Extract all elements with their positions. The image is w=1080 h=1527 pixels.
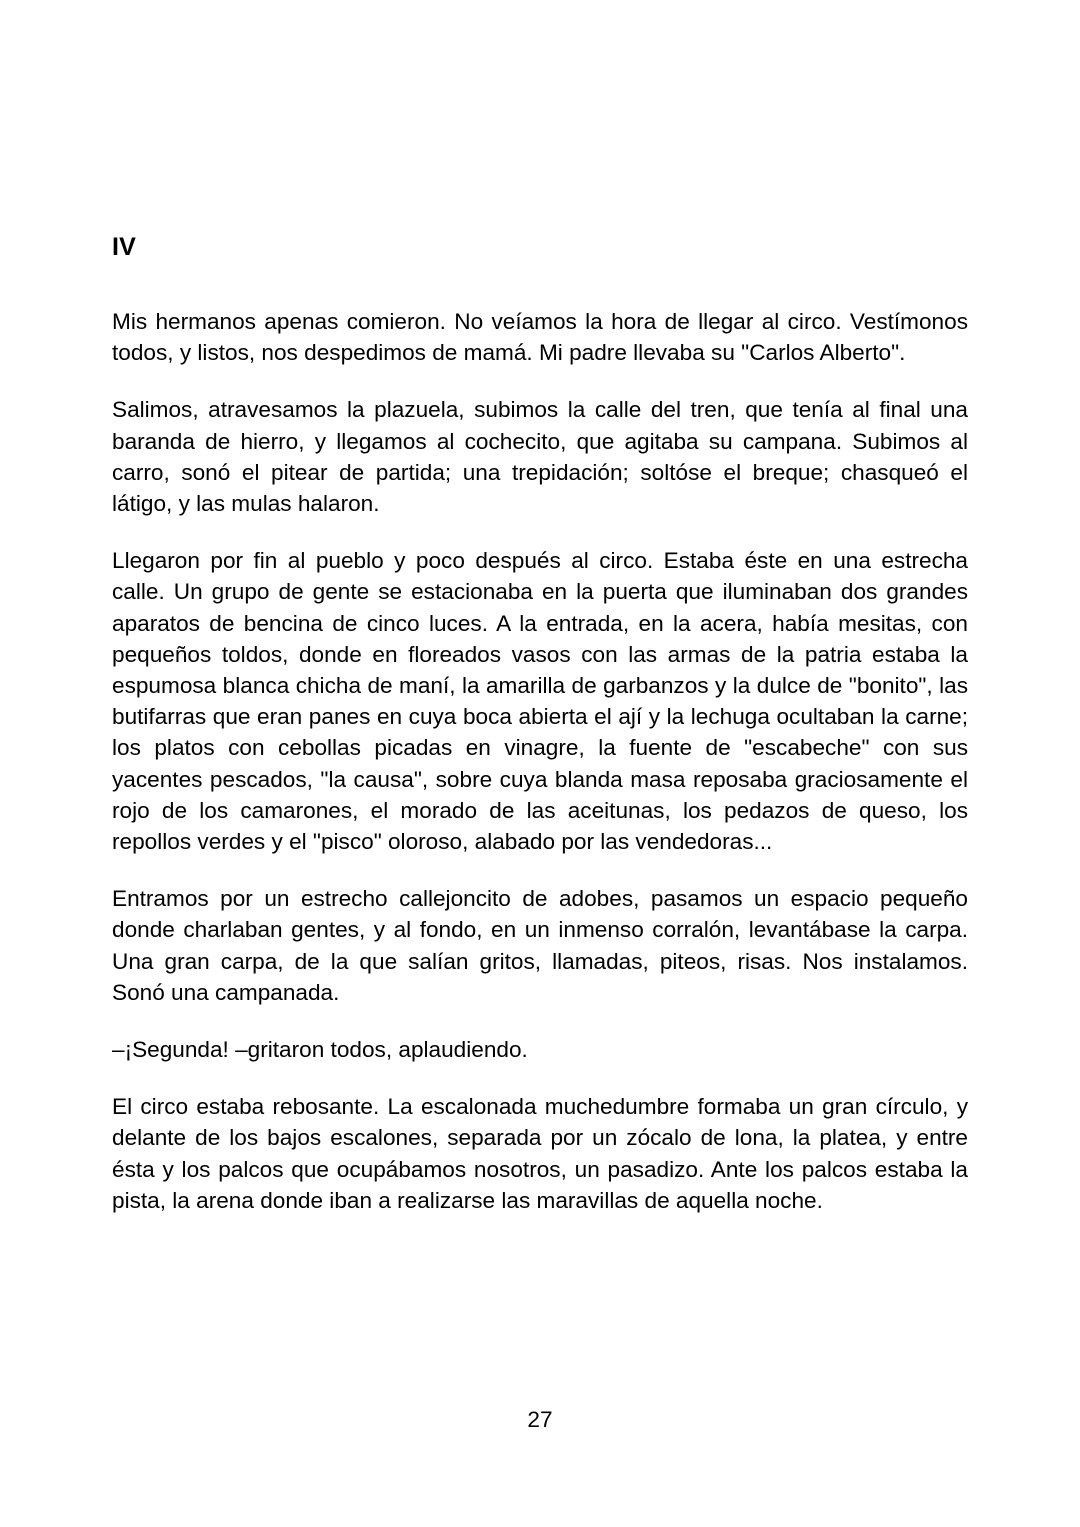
dialogue-line: –¡Segunda! –gritaron todos, aplaudiendo. — [112, 1037, 528, 1063]
body-paragraph-6: El circo estaba rebosante. La escalonada muchedumbre formaba un gran círculo, y delante de los bajos escalones, separada por un zócalo de lona, la platea, y entre ésta y los palcos que ocupábamos nosotros, un pasadizo. Ante los palcos estaba la pista, la arena donde iban a realizarse las maravillas de aquella noche. — [112, 1094, 968, 1213]
body-paragraph-1: Mis hermanos apenas comieron. No veíamos la hora de llegar al circo. Vestímonos todos, y listos, nos despedimos de mamá. Mi padre llevaba su "Carlos Alberto". — [112, 309, 968, 366]
body-paragraph-4: Entramos por un estrecho callejoncito de adobes, pasamos un espacio pequeño donde charlaban gentes, y al fondo, en un inmenso corralón, levantábase la carpa. Una gran carpa, de la que salían gritos, llamadas, piteos, risas. Nos instalamos. Sonó una campanada. — [112, 886, 968, 1005]
page-number: 27 — [527, 1407, 553, 1432]
chapter-heading: IV — [112, 233, 137, 261]
body-paragraph-2: Salimos, atravesamos la plazuela, subimos la calle del tren, que tenía al final una baranda de hierro, y llegamos al cochecito, que agitaba su campana. Subimos al carro, sonó el pitear de partida; una trepidación; soltóse el breque; chasqueó el látigo, y las mulas halaron. — [112, 397, 968, 517]
page-content — [112, 232, 968, 1216]
body-paragraph-3: Llegaron por fin al pueblo y poco después al circo. Estaba éste en una estrecha calle. Un grupo de gente se estacionaba en la puerta que iluminaban dos grandes aparatos de bencina de cinco luces. A la entrada, en la acera, había mesitas, con pequeños toldos, donde en floreados vasos con las armas de la patria estaba la espumosa blanca chicha de maní, la amarilla de garbanzos y la dulce de "bonito", las butifarras que eran panes en cuya boca abierta el ají y la lechuga ocultaban la carne; los platos con cebollas picadas en vinagre, la fuente de "escabeche" con sus yacentes pescados, "la causa", sobre cuya blanda masa reposaba graciosamente el rojo de los camarones, el morado de las aceitunas, los pedazos de queso, los repollos verdes y el "pisco" oloroso, alabado por las vendedoras... — [112, 548, 968, 855]
